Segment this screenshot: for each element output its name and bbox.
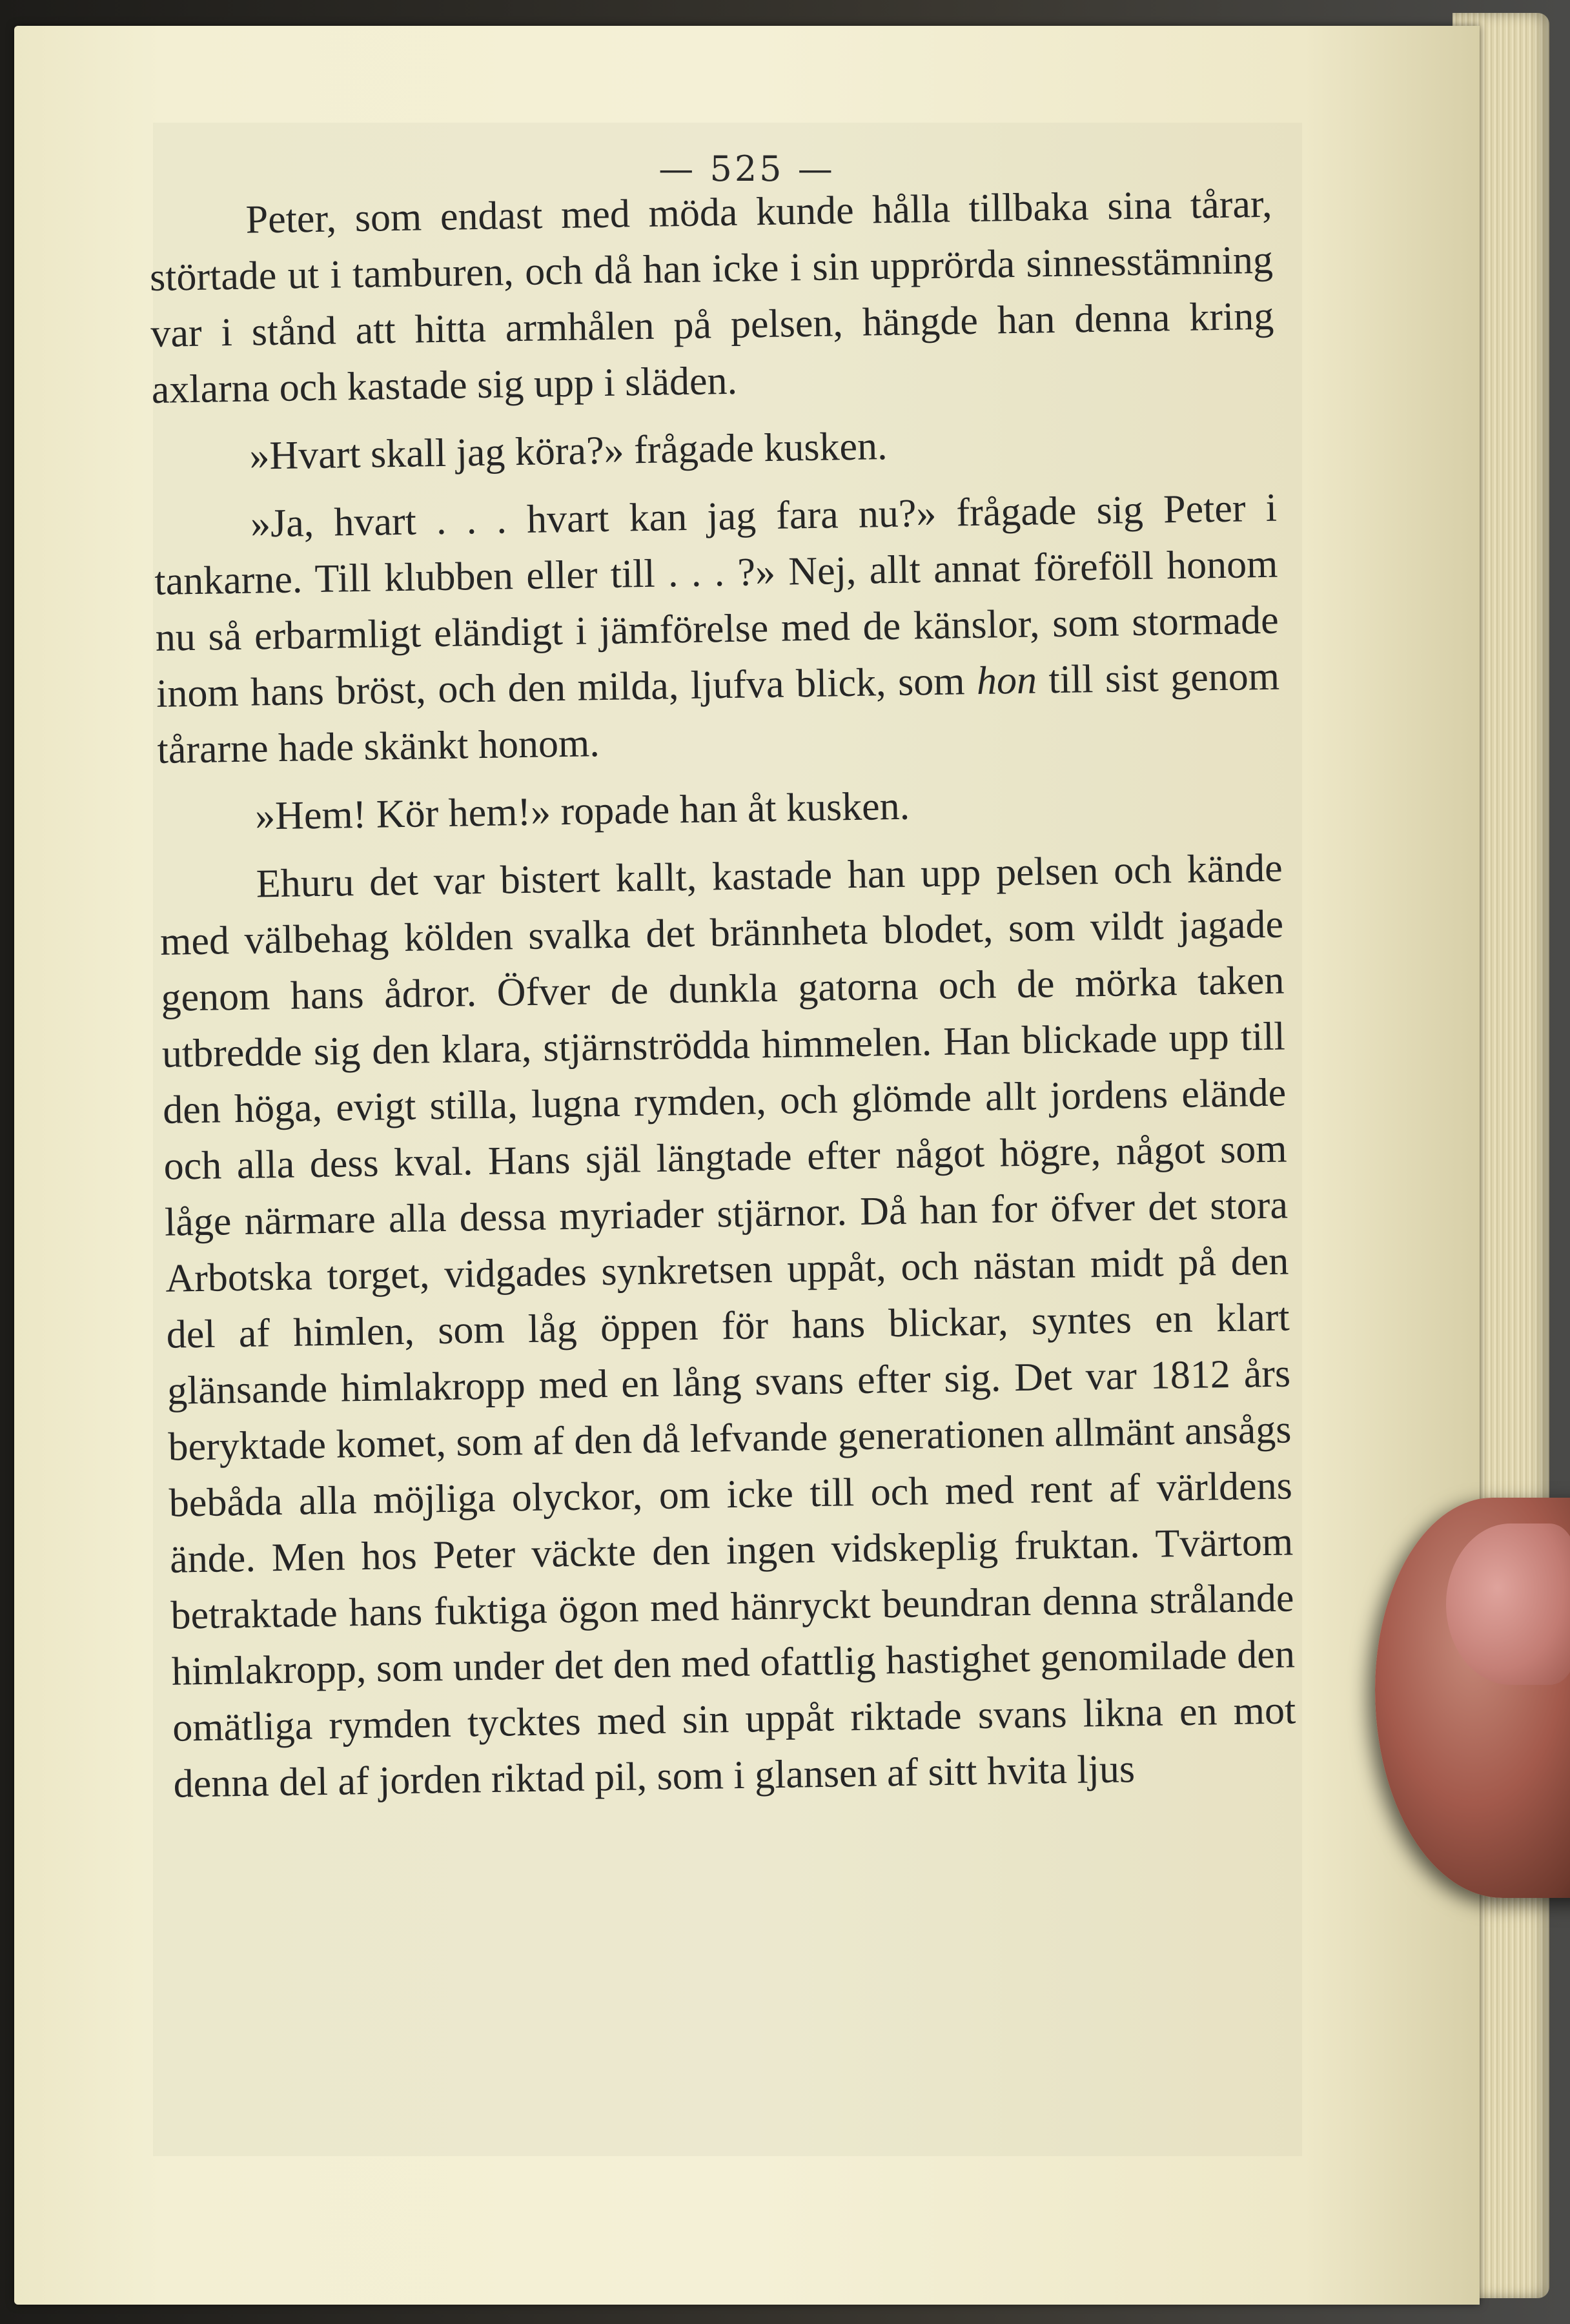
paragraph-5: Ehuru det var bistert kallt, kastade han upp pelsen och kände med välbehag kölden svalka det brännheta blodet, som vildt jagade genom hans ådror. Öfver de dunkla gatorna och de mörka taken utbredde sig den klara, stjärnströdda himmelen. Han blickade upp till den höga, evigt stilla, lugna rymden, och glömde allt jordens elände och alla dess kval. Hans själ längtade efter något högre, något som låge närmare alla dessa myriader stjärnor. Då han for öfver det stora Arbotska torget, vidgades synkretsen uppåt, och nästan midt på den del af himlen, som låg öppen för hans blickar, syntes en klart glänsande himlakropp med en lång svans efter sig. Det var 1812 års beryktade komet, som af den då lefvande generationen allmänt ansågs bebåda alla möjliga olyckor, om icke till och med rent af världens ände. Men hos Peter väckte den ingen vidskeplig fruktan. Tvärtom betraktade hans fuktiga ögon med hänryckt beundran denna strålande himlakropp, som under det den med ofattlig hastighet genomilade den omätliga rymden tycktes med sin uppåt riktade svans likna en mot denna del af jorden riktad pil, som i glansen af sitt hvita ljus [159, 846, 1296, 1806]
italic-word: hon [976, 658, 1037, 703]
paragraph-1: Peter, som endast med möda kunde hålla tillbaka sina tårar, störtade ut i tamburen, och då han icke i sin upprörda sinnesstämning var i stånd att hitta armhålen på pelsen, hängde han denna kring axlarna och kastade sig upp i släden. [149, 181, 1274, 412]
page-number: — 525 — [658, 148, 835, 189]
paragraph-4: »Hem! Kör hem!» ropade han åt kusken. [254, 784, 910, 839]
paragraph-3-start: »Ja, hvart . . . hvart kan jag fara nu?» frågade sig Peter i tankarne. Till klubben eller till . . . ?» Nej, allt annat föreföll honom nu så erbarmligt eländigt i jämförelse med de känslor, som stormade inom hans bröst, och den milda, ljufva blick, som [154, 485, 1279, 716]
paragraph-2: »Hvart skall jag köra?» frågade kusken. [249, 424, 888, 478]
thumb-nail [1446, 1524, 1570, 1685]
paragraph-3-end: till sist genom tårarne hade skänkt honom. [157, 654, 1280, 772]
body-text [148, 176, 1297, 1817]
paragraph-3 [153, 480, 1281, 779]
